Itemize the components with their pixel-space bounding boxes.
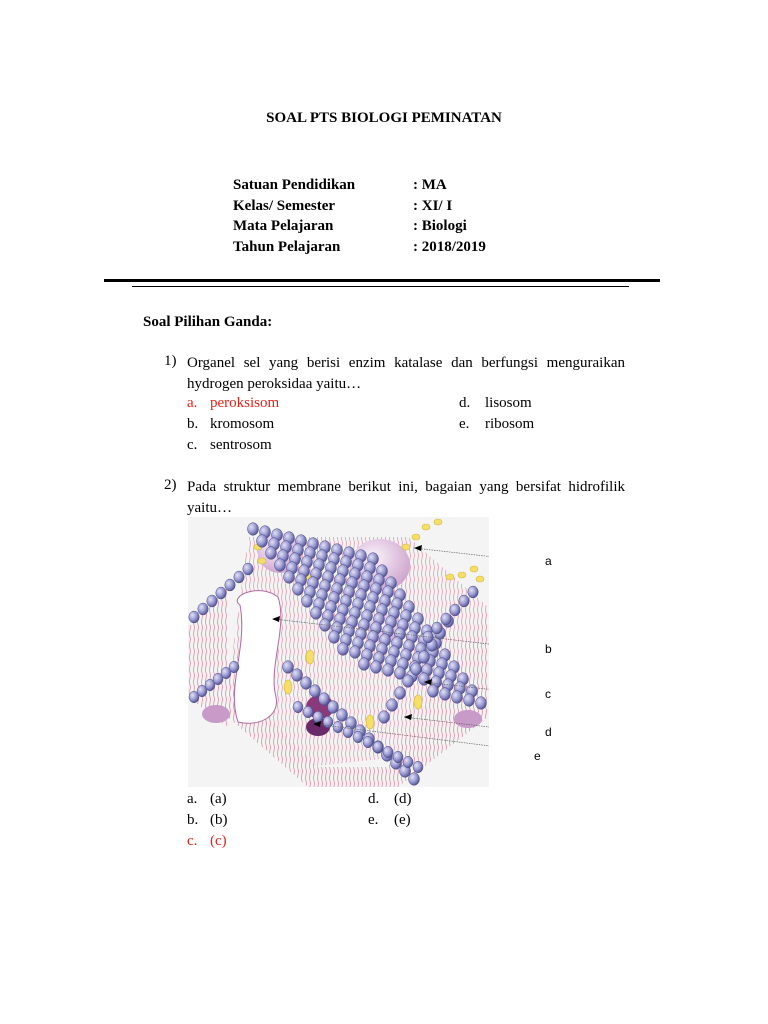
phospholipid-head — [476, 697, 487, 710]
phospholipid-head — [225, 579, 235, 591]
option-text: (a) — [210, 791, 227, 807]
option-text: sentrosom — [210, 437, 272, 453]
section-title: Soal Pilihan Ganda: — [143, 314, 273, 330]
phospholipid-head — [198, 603, 208, 615]
phospholipid-head — [393, 751, 403, 763]
phospholipid-head — [419, 651, 430, 664]
question-2-option-e — [368, 812, 411, 829]
option-letter: a. — [187, 395, 198, 411]
phospholipid-head — [328, 701, 339, 714]
question-2-number: 2) — [164, 477, 177, 493]
phospholipid-head — [275, 559, 286, 572]
phospholipid-head — [302, 595, 313, 608]
phospholipid-head — [428, 685, 439, 698]
question-1-option-a — [187, 395, 279, 412]
phospholipid-head — [216, 587, 226, 599]
phospholipid-head — [310, 685, 321, 698]
info-key-subject: Mata Pelajaran — [233, 218, 334, 234]
info-value-subject: : Biologi — [413, 218, 467, 234]
phospholipid-head — [387, 699, 398, 712]
question-1-text: Organel sel yang berisi enzim katalase dan berfungsi menguraikan hydrogen peroksidaa yaitu… — [187, 355, 625, 392]
phospholipid-head — [234, 571, 244, 583]
option-text: lisosom — [485, 395, 532, 411]
phospholipid-head — [313, 711, 323, 723]
option-text: (b) — [210, 812, 228, 828]
phospholipid-head — [441, 613, 451, 625]
phospholipid-head — [373, 741, 383, 753]
option-text: ribosom — [485, 416, 535, 432]
question-1-number: 1) — [164, 353, 177, 369]
phospholipid-head — [452, 691, 463, 704]
phospholipid-head — [403, 756, 413, 768]
option-letter: e. — [459, 416, 470, 432]
phospholipid-head — [459, 595, 469, 607]
phospholipid-head — [464, 694, 475, 707]
info-value-year: : 2018/2019 — [413, 239, 486, 255]
option-letter: b. — [187, 812, 199, 828]
option-text: (c) — [210, 833, 227, 849]
question-2-option-b — [187, 812, 228, 829]
cell-membrane-diagram — [188, 517, 489, 787]
phospholipid-head — [323, 716, 333, 728]
option-text: peroksisom — [210, 395, 280, 411]
phospholipid-head — [311, 607, 322, 620]
diagram-label-c: c — [545, 687, 551, 701]
question-2-text: Pada struktur membrane berikut ini, bagaian yang bersifat hidrofilik yaitu… — [187, 479, 625, 516]
info-key-year: Tahun Pelajaran — [233, 239, 341, 255]
diagram-label-e: e — [534, 749, 541, 763]
phospholipid-head — [292, 669, 303, 682]
phospholipid-head — [350, 646, 361, 659]
option-text: kromosom — [210, 416, 275, 432]
option-letter: d. — [459, 395, 471, 411]
question-1-option-d — [459, 395, 532, 412]
phospholipid-head — [450, 604, 460, 616]
phospholipid-head — [293, 701, 303, 713]
phospholipid-head — [371, 661, 382, 674]
phospholipid-head — [383, 746, 393, 758]
phospholipid-head — [440, 688, 451, 701]
diagram-label-b: b — [545, 642, 552, 656]
question-2-option-a — [187, 791, 227, 808]
info-key-school: Satuan Pendidikan — [233, 177, 356, 193]
info-value-class: : XI/ I — [413, 198, 453, 214]
question-1-option-c — [187, 437, 272, 454]
diagram-label-d: d — [545, 725, 552, 739]
header-divider-thick — [104, 279, 660, 282]
phospholipid-head — [395, 687, 406, 700]
phospholipid-head — [432, 622, 442, 634]
phospholipid-head — [413, 761, 423, 773]
option-letter: b. — [187, 416, 199, 432]
phospholipid-head — [338, 643, 349, 656]
phospholipid-head — [283, 661, 294, 674]
phospholipid-head — [248, 523, 259, 536]
phospholipid-head — [284, 571, 295, 584]
option-text: (e) — [394, 812, 411, 828]
info-key-class: Kelas/ Semester — [233, 198, 336, 214]
question-1-option-e — [459, 416, 534, 433]
phospholipid-head — [337, 709, 348, 722]
phospholipid-head — [379, 711, 390, 724]
phospholipid-head — [243, 563, 253, 575]
info-value-school: : MA — [413, 177, 447, 193]
phospholipid-head — [266, 547, 277, 560]
phospholipid-head — [293, 583, 304, 596]
phospholipid-head — [353, 731, 363, 743]
question-2-option-d — [368, 791, 412, 808]
phospholipid-head — [329, 631, 340, 644]
option-letter: c. — [187, 833, 198, 849]
phospholipid-head — [409, 773, 420, 786]
phospholipid-head — [319, 693, 330, 706]
phospholipid-head — [229, 661, 239, 673]
document-title: SOAL PTS BIOLOGI PEMINATAN — [266, 110, 502, 126]
question-1-option-b — [187, 416, 274, 433]
phospholipid-head — [257, 535, 268, 548]
phospholipid-head — [189, 611, 199, 623]
phospholipid-head — [303, 706, 313, 718]
phospholipid-head — [383, 664, 394, 677]
question-2-option-c — [187, 833, 227, 850]
phospholipid-head — [207, 595, 217, 607]
option-letter: a. — [187, 791, 198, 807]
phospholipid-head — [363, 736, 373, 748]
option-letter: c. — [187, 437, 198, 453]
option-text: (d) — [394, 791, 412, 807]
phospholipid-head — [359, 658, 370, 671]
phospholipid-head — [468, 586, 478, 598]
header-divider-thin — [132, 286, 629, 287]
option-letter: d. — [368, 791, 380, 807]
option-letter: e. — [368, 812, 379, 828]
phospholipid-head — [301, 677, 312, 690]
phospholipid-head — [403, 675, 414, 688]
diagram-label-a: a — [545, 554, 552, 568]
phospholipid-head — [411, 663, 422, 676]
